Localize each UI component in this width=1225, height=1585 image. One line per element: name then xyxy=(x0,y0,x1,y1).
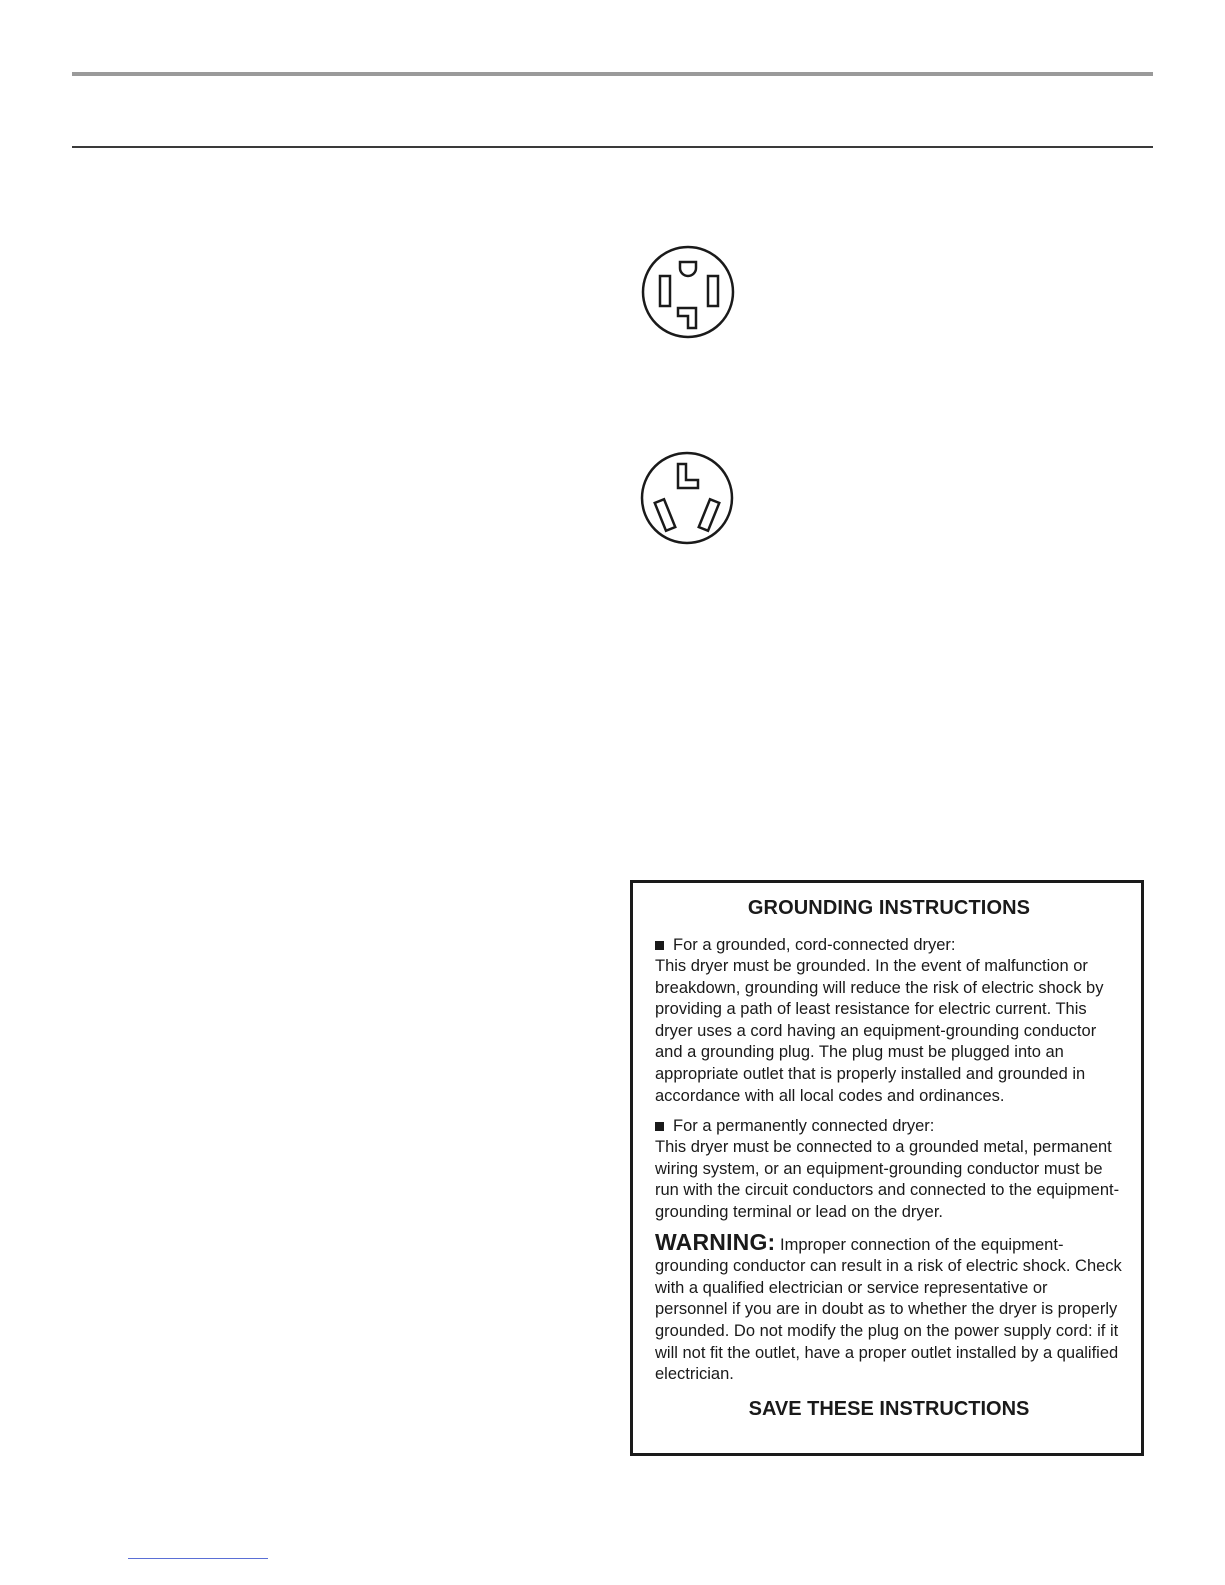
permanent-text: This dryer must be connected to a grounded metal, permanent wiring system, or an equipment-grounding conductor must be run with the circuit conductors and connected to the equipment-grounding terminal or lead on the dryer. xyxy=(655,1138,1120,1221)
header-rule xyxy=(72,146,1153,148)
warning-block xyxy=(655,1228,1123,1386)
bullet-square-icon xyxy=(655,1122,664,1131)
warning-label: WARNING: xyxy=(655,1228,776,1255)
permanent-label: For a permanently connected dryer: xyxy=(673,1117,935,1136)
save-instructions-footer: SAVE THESE INSTRUCTIONS xyxy=(748,1397,1030,1420)
cord-connected-text: This dryer must be grounded. In the event of malfunction or breakdown, grounding will reduce the risk of electric shock by providing a path of least resistance for electric current. This dryer uses a cord having an equipment-grounding conductor and a grounding plug. The plug must be plugged into an appropriate outlet that is properly installed and grounded in accordance with all local codes and ordinances. xyxy=(655,957,1104,1105)
top-rule xyxy=(72,72,1153,76)
4-wire-receptacle-icon xyxy=(640,240,744,344)
warning-text: Improper connection of the equipment-grounding conductor can result in a risk of electric shock. Check with a qualified electrician or service representative or personnel if you are in doubt as to whether the dryer is properly grounded. Do not modify the plug on the power supply cord: if it will not fit the outlet, have a proper outlet installed by a qualified electrician. xyxy=(655,1235,1122,1384)
3-wire-receptacle-icon xyxy=(640,450,744,554)
permanent-bullet xyxy=(655,1115,1123,1137)
grounding-instructions-box xyxy=(630,880,1144,1456)
grounding-heading: GROUNDING INSTRUCTIONS xyxy=(747,897,1031,919)
footer-link-underline xyxy=(128,1558,268,1559)
cord-connected-label: For a grounded, cord-connected dryer: xyxy=(673,936,956,954)
cord-connected-bullet xyxy=(655,934,1123,956)
bullet-square-icon xyxy=(655,941,664,950)
